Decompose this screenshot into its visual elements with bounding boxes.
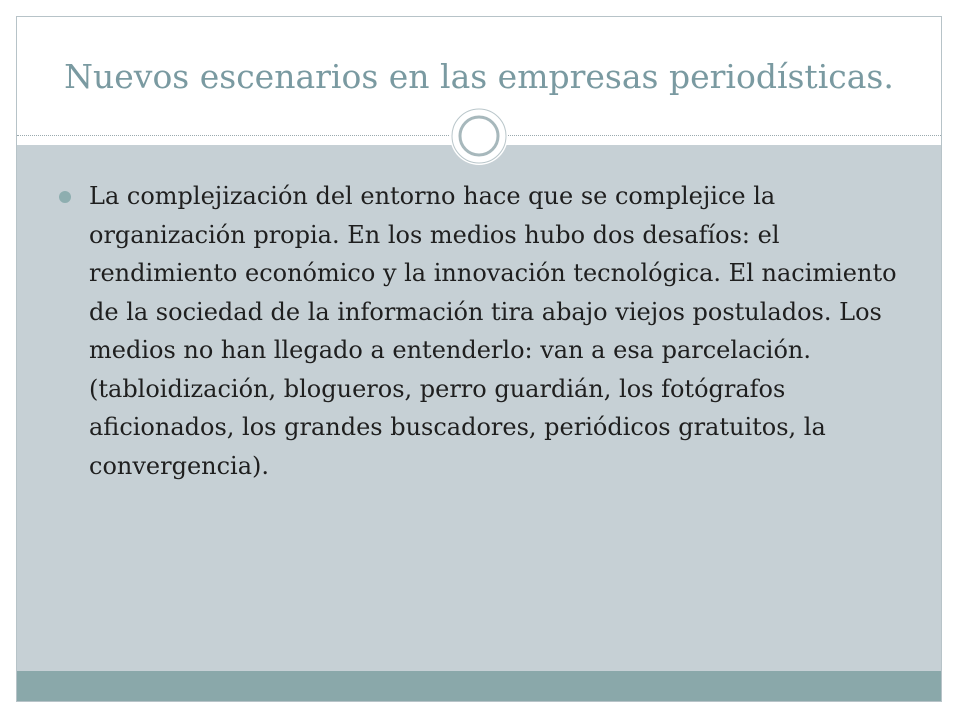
footer-bar xyxy=(17,671,941,701)
ring-ornament-icon xyxy=(450,107,508,165)
slide-title: Nuevos escenarios en las empresas periodísticas. xyxy=(64,57,894,96)
list-item xyxy=(57,177,917,485)
bullet-list xyxy=(57,177,917,485)
slide xyxy=(16,16,942,702)
bullet-icon xyxy=(59,191,71,203)
bullet-text: La complejización del entorno hace que se complejice la organización propia. En los medios hubo dos desafíos: el rendimiento económico y la innovación tecnológica. El nacimiento de la sociedad de la información tira abajo viejos postulados. Los medios no han llegado a entenderlo: van a esa parcelación. (tabloidización, blogueros, perro guardián, los fotógrafos aficionados, los grandes buscadores, periódicos gratuitos, la convergencia). xyxy=(89,182,897,480)
